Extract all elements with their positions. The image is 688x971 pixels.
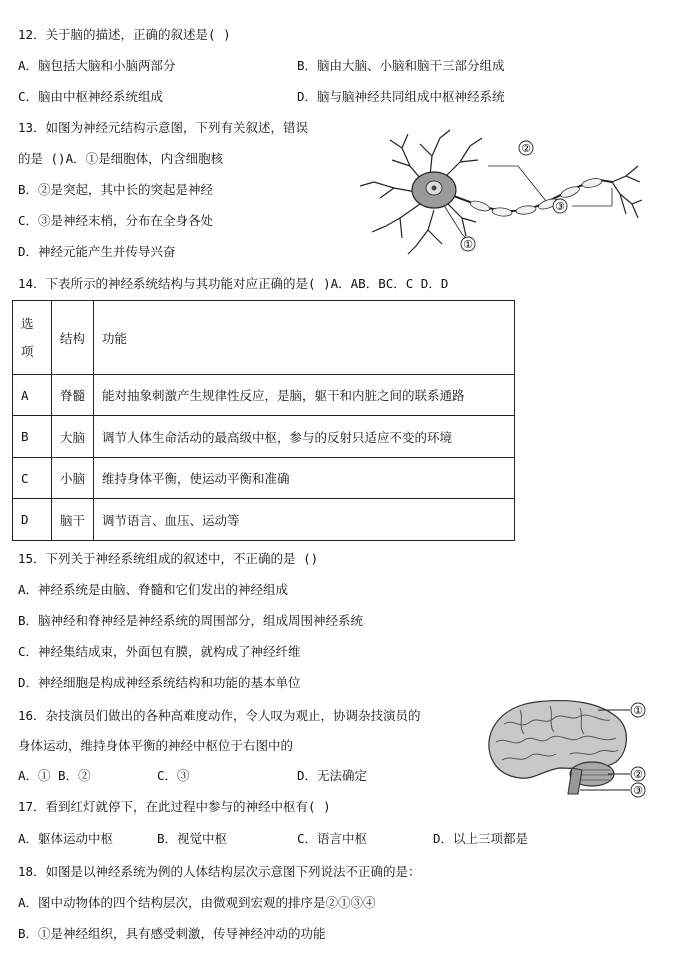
table-header-row xyxy=(13,301,515,375)
q15-stem: 15．下列关于神经系统组成的叙述中，不正确的是 () xyxy=(18,551,319,566)
row-function: 能对抽象刺激产生规律性反应，是脑，躯干和内脏之间的联系通路 xyxy=(94,375,515,416)
q14-table xyxy=(12,300,515,541)
neuron-diagram xyxy=(350,126,655,256)
q15-option-d: D．神经细胞是构成神经系统结构和功能的基本单位 xyxy=(18,675,301,690)
q15-option-c: C．神经集结成束，外面包有膜，就构成了神经纤维 xyxy=(18,644,301,659)
neuron-label-3: ③ xyxy=(555,200,565,213)
row-function: 调节人体生命活动的最高级中枢，参与的反射只适应不变的环境 xyxy=(94,416,515,458)
row-function: 维持身体平衡，使运动平衡和准确 xyxy=(94,458,515,499)
q15-option-a: A．神经系统是由脑、脊髓和它们发出的神经组成 xyxy=(18,582,289,597)
q13-option-c: C．③是神经末梢，分布在全身各处 xyxy=(18,213,214,228)
q13-stem-line2: 的是 ()A．①是细胞体，内含细胞核 xyxy=(18,151,224,166)
q12-option-d: D．脑与脑神经共同组成中枢神经系统 xyxy=(297,89,505,104)
q14-stem: 14．下表所示的神经系统结构与其功能对应正确的是( )A．AB．BC．C D．D xyxy=(18,276,449,291)
q16-stem-line1: 16．杂技演员们做出的各种高难度动作，令人叹为观止，协调杂技演员的 xyxy=(18,708,421,723)
table-row xyxy=(13,375,515,416)
table-header-function: 功能 xyxy=(94,301,515,375)
table-row xyxy=(13,458,515,499)
table-row xyxy=(13,499,515,541)
header-option-line2: 项 xyxy=(21,343,34,359)
table-row xyxy=(13,416,515,458)
row-structure: 大脑 xyxy=(52,416,94,458)
q18-option-b: B．①是神经组织，具有感受刺激，传导神经冲动的功能 xyxy=(18,926,326,941)
header-option-line1: 选 xyxy=(21,315,34,331)
brain-label-1: ① xyxy=(633,704,643,717)
row-option: C xyxy=(13,458,52,499)
neuron-label-2: ② xyxy=(521,142,531,155)
row-option: D xyxy=(13,499,52,541)
neuron-label-1: ① xyxy=(463,238,473,251)
row-option: A xyxy=(13,375,52,416)
row-structure: 脊髓 xyxy=(52,375,94,416)
q12-stem: 12．关于脑的描述，正确的叙述是( ) xyxy=(18,27,231,42)
q12-option-a: A．脑包括大脑和小脑两部分 xyxy=(18,58,176,73)
row-function: 调节语言、血压、运动等 xyxy=(94,499,515,541)
row-structure: 脑干 xyxy=(52,499,94,541)
q18-option-a: A．图中动物体的四个结构层次，由微观到宏观的排序是②①③④ xyxy=(18,895,376,910)
brain-label-2: ② xyxy=(633,768,643,781)
q16-stem-line2: 身体运动，维持身体平衡的神经中枢位于右图中的 xyxy=(18,738,294,753)
q18-stem: 18．如图是以神经系统为例的人体结构层次示意图下列说法不正确的是： xyxy=(18,864,421,879)
q17-option-d: D．以上三项都是 xyxy=(433,831,529,846)
table-header-structure: 结构 xyxy=(52,301,94,375)
q12-option-b: B．脑由大脑、小脑和脑干三部分组成 xyxy=(297,58,505,73)
q15-option-b: B．脑神经和脊神经是神经系统的周围部分，组成周围神经系统 xyxy=(18,613,364,628)
q16-option-c: C．③ xyxy=(157,768,190,783)
q13-stem-line1: 13．如图为神经元结构示意图，下列有关叙述，错误 xyxy=(18,120,309,135)
q17-option-c: C．语言中枢 xyxy=(297,831,368,846)
q17-option-b: B．视觉中枢 xyxy=(157,831,228,846)
brain-diagram xyxy=(480,694,652,804)
q17-stem: 17．看到红灯就停下，在此过程中参与的神经中枢有( ) xyxy=(18,799,331,814)
row-structure: 小脑 xyxy=(52,458,94,499)
brain-label-3: ③ xyxy=(633,784,643,797)
q16-option-d: D．无法确定 xyxy=(297,768,368,783)
q16-option-ab: A．① B．② xyxy=(18,768,91,783)
q12-option-c: C．脑由中枢神经系统组成 xyxy=(18,89,164,104)
q17-option-a: A．躯体运动中枢 xyxy=(18,831,114,846)
row-option: B xyxy=(13,416,52,458)
q13-option-b: B．②是突起，其中长的突起是神经 xyxy=(18,182,214,197)
q13-option-d: D．神经元能产生并传导兴奋 xyxy=(18,244,176,259)
table-header-option xyxy=(13,301,52,375)
